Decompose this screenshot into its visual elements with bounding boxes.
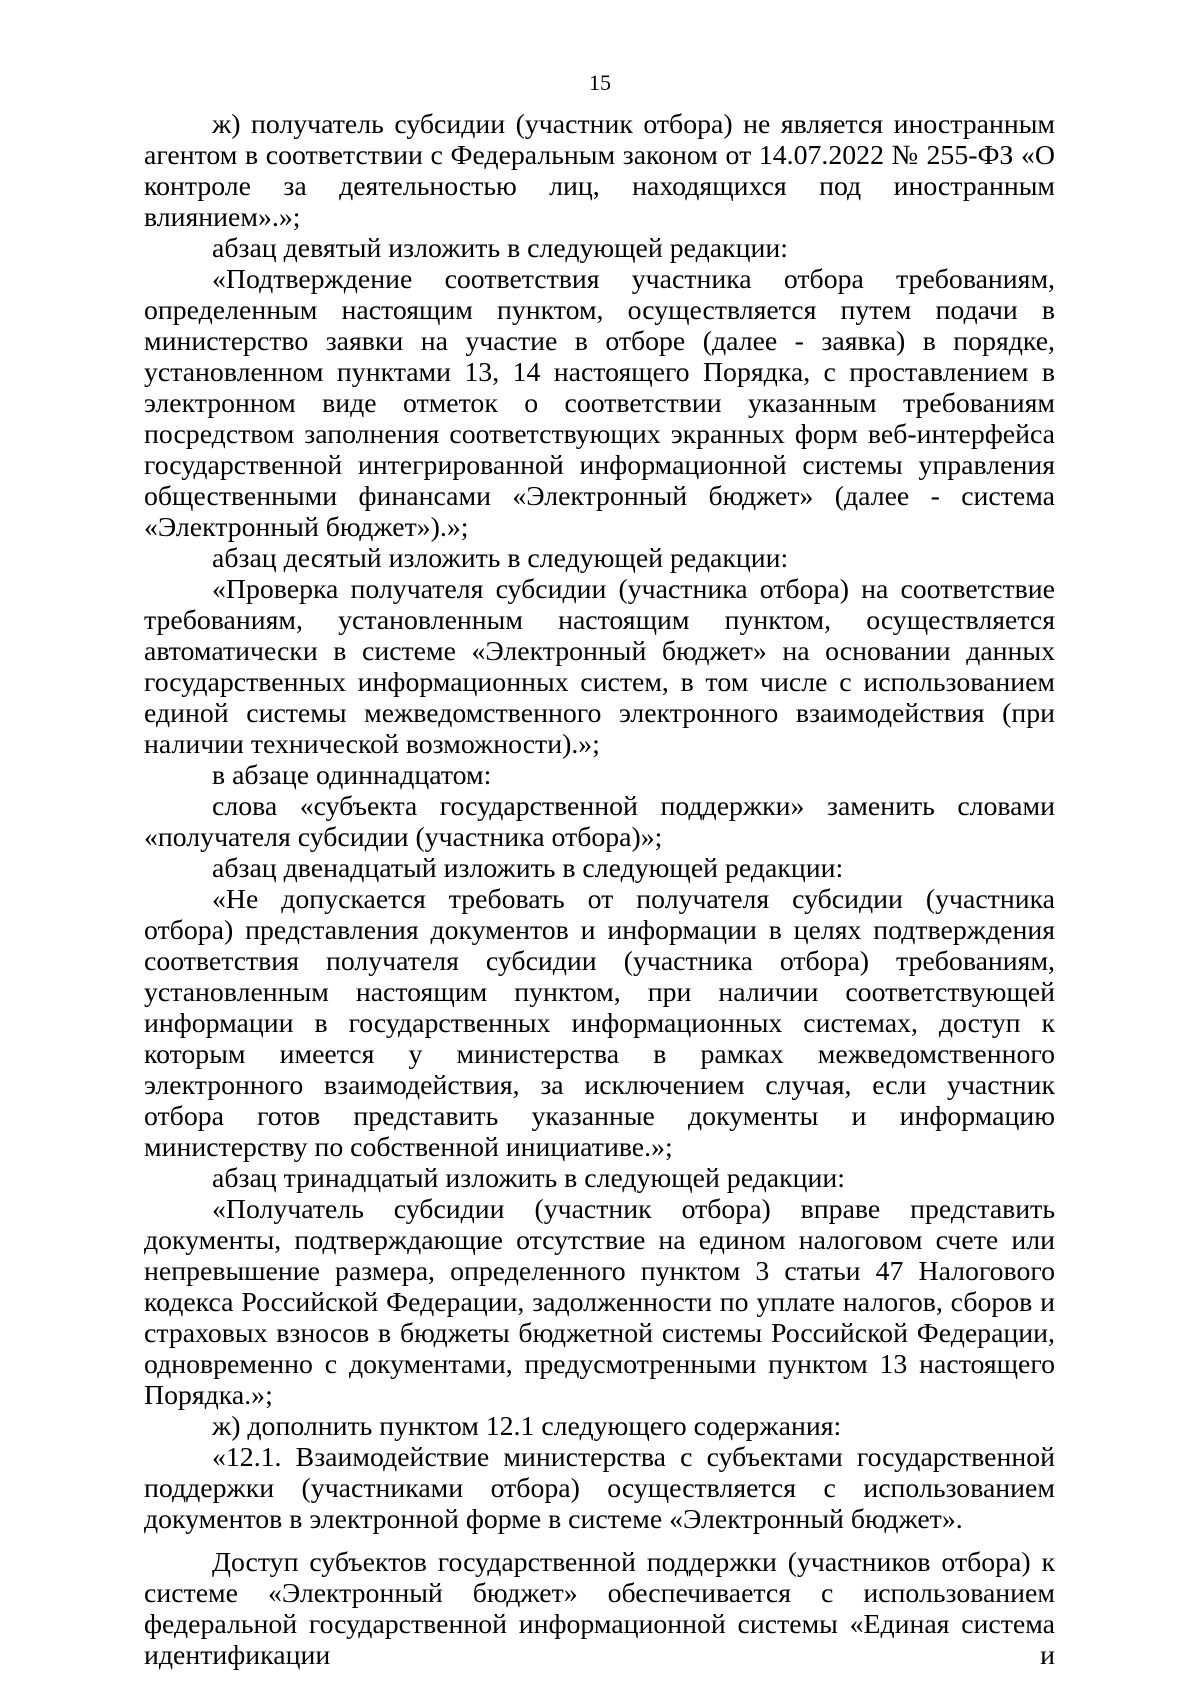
paragraph-1: ж) получатель субсидии (участник отбора) не является иностранным агентом в соответствии с Федеральным законом от 14.07.2022 № 255-ФЗ «О контроле за деятельностью лиц, находящихся под иностранным влиянием».»; <box>144 109 1055 233</box>
paragraph-6: в абзаце одиннадцатом: <box>212 760 492 791</box>
paragraph-3: «Подтверждение соответствия участника отбора требованиям, определенным настоящим пунктом, осуществляется путем подачи в министерство заявки на участие в отборе (далее - заявка) в порядке, установленном пунктами 13, 14 настоящего Порядка, с проставлением в электронном виде отметок о соответствии указанным требованиям посредством заполнения соответствующих экранных форм веб-интерфейса государственной интегрированной информационной системы управления общественными финансами «Электронный бюджет» (далее - система «Электронный бюджет»).»; <box>144 264 1055 543</box>
paragraph-14: Доступ субъектов государственной поддержки (участников отбора) к системе «Электронный бюджет» обеспечивается с использованием федеральной государственной информационной системы «Единая система идентификации и <box>144 1547 1055 1671</box>
paragraph-12: ж) дополнить пунктом 12.1 следующего содержания: <box>212 1411 842 1442</box>
paragraph-2: абзац девятый изложить в следующей редакции: <box>212 233 788 264</box>
paragraph-11: «Получатель субсидии (участник отбора) вправе представить документы, подтверждающие отсутствие на едином налоговом счете или непревышение размера, определенного пунктом 3 статьи 47 Налогового кодекса Российской Федерации, задолженности по уплате налогов, сборов и страховых взносов в бюджеты бюджетной системы Российской Федерации, одновременно с документами, предусмотренными пунктом 13 настоящего Порядка.»; <box>144 1194 1055 1411</box>
paragraph-13: «12.1. Взаимодействие министерства с субъектами государственной поддержки (участниками отбора) осуществляется с использованием документов в электронной форме в системе «Электронный бюджет». <box>144 1442 1055 1535</box>
paragraph-9: «Не допускается требовать от получателя субсидии (участника отбора) представления документов и информации в целях подтверждения соответствия получателя субсидии (участника отбора) требованиям, установленным настоящим пунктом, при наличии соответствующей информации в государственных информационных системах, доступ к которым имеется у министерства в рамках межведомственного электронного взаимодействия, за исключением случая, если участник отбора готов представить указанные документы и информацию министерству по собственной инициативе.»; <box>144 884 1055 1163</box>
paragraph-8: абзац двенадцатый изложить в следующей редакции: <box>212 853 844 884</box>
paragraph-5: «Проверка получателя субсидии (участника отбора) на соответствие требованиям, установленным настоящим пунктом, осуществляется автоматически в системе «Электронный бюджет» на основании данных государственных информационных систем, в том числе с использованием единой системы межведомственного электронного взаимодействия (при наличии технической возможности).»; <box>144 574 1055 760</box>
paragraph-4: абзац десятый изложить в следующей редакции: <box>212 543 789 574</box>
paragraph-10: абзац тринадцатый изложить в следующей редакции: <box>212 1163 846 1194</box>
document-body <box>144 109 1055 1671</box>
paragraph-7: слова «субъекта государственной поддержки» заменить словами «получателя субсидии (участника отбора)»; <box>144 791 1055 853</box>
page-number: 15 <box>589 70 611 95</box>
